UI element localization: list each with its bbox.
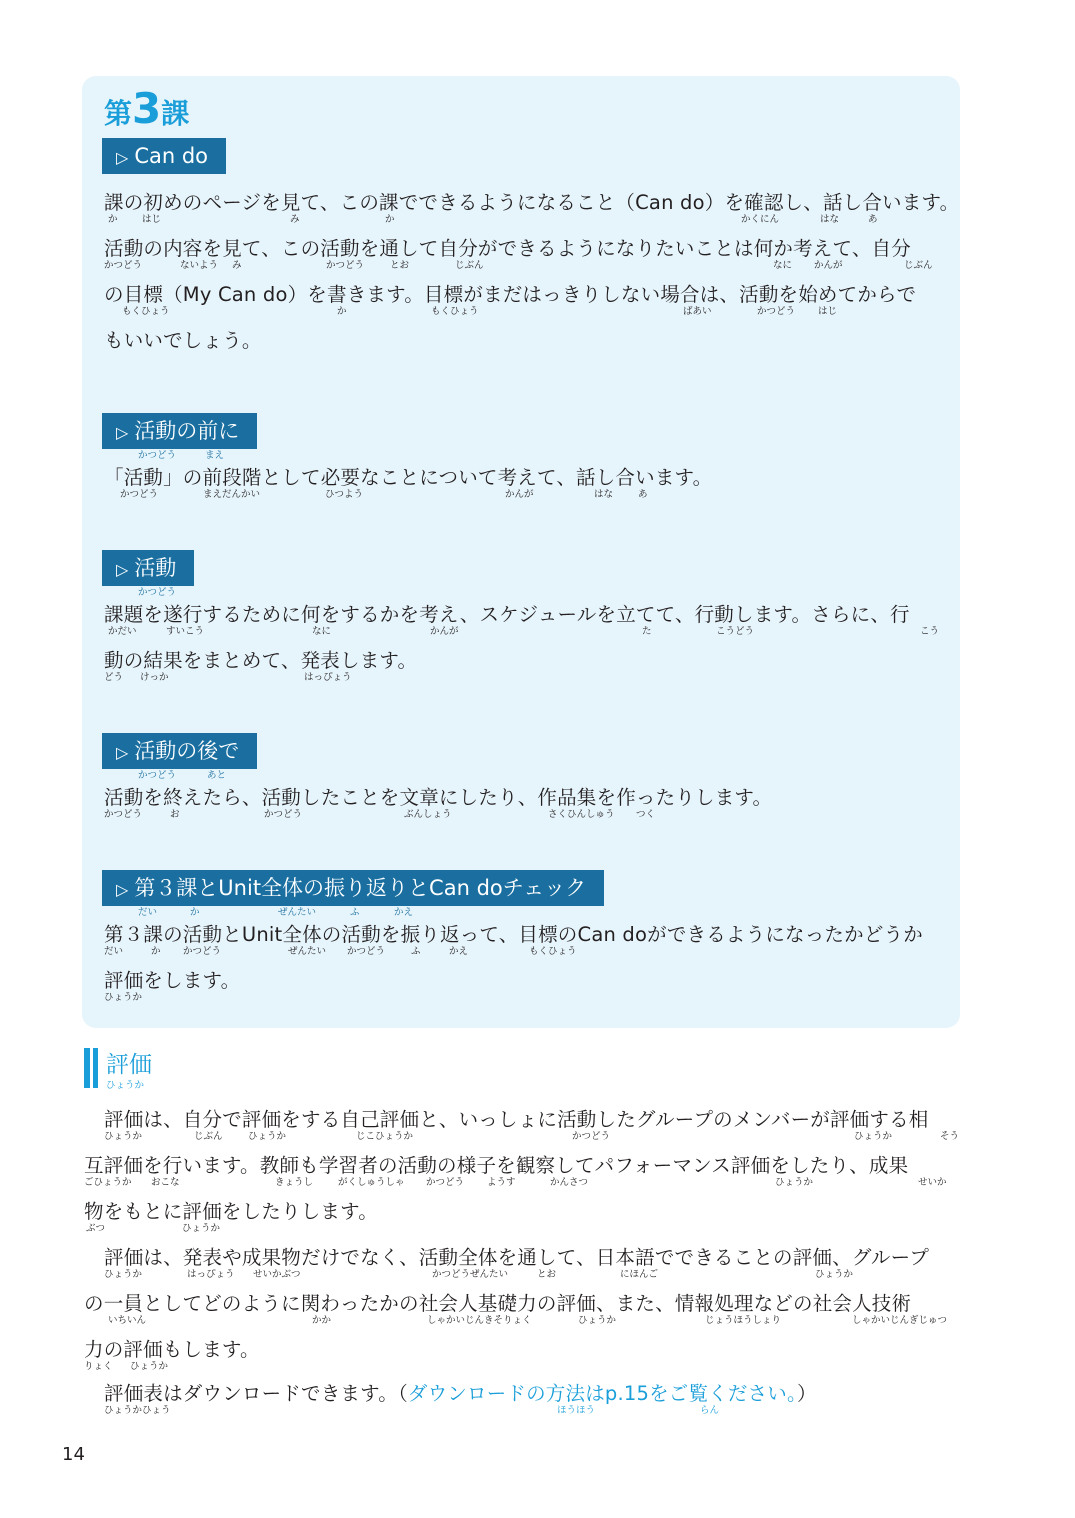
cando-line-3: の目標（My Can do）を書きます。目標がまだはっきりしない場合は、活動を始めてからで xyxy=(104,283,917,306)
furigana: ばあい xyxy=(683,306,712,317)
furigana: ようす xyxy=(487,1177,516,1188)
triangle-icon: ▷ xyxy=(116,423,129,442)
furigana: なに xyxy=(773,260,793,271)
furigana: もくひょう xyxy=(431,306,479,317)
furigana: りょく xyxy=(84,1361,113,1372)
section-tag-cando: ▷ Can do xyxy=(102,138,226,174)
furigana: かつどう xyxy=(347,946,386,957)
furigana: かんが xyxy=(814,260,843,271)
download-reference-link[interactable]: ダウンロードの方法はp.15をご覧ください。 xyxy=(407,1382,797,1405)
furigana: まえだんかい xyxy=(203,489,261,500)
furigana: かつどう xyxy=(757,306,796,317)
evaluation-line-2: 互評価を行います。教師も学習者の活動の様子を観察してパフォーマンス評価をしたり、成果 xyxy=(84,1154,909,1177)
evaluation-line-1: 評価は、自分で評価をする自己評価と、いっしょに活動したグループのメンバーが評価する相 xyxy=(104,1108,929,1131)
furigana: ぜんたい xyxy=(278,907,317,918)
furigana: すいこう xyxy=(166,626,205,637)
activity-line-2: 動の結果をまとめて、発表します。 xyxy=(104,649,418,672)
furigana: かえ xyxy=(394,907,414,918)
furigana: にほんご xyxy=(620,1269,659,1280)
triangle-icon: ▷ xyxy=(116,743,129,762)
furigana: ひょうか xyxy=(578,1315,617,1326)
furigana: かつどう xyxy=(138,770,177,781)
furigana: もくひょう xyxy=(122,306,170,317)
furigana: お xyxy=(170,809,180,820)
evaluation-line-7 xyxy=(104,1381,817,1407)
furigana: ぶつ xyxy=(86,1223,106,1234)
furigana: じぶん xyxy=(455,260,484,271)
furigana: ふ xyxy=(350,907,360,918)
furigana: ひょうか xyxy=(130,1361,169,1372)
furigana: ぶんしょう xyxy=(404,809,452,820)
evaluation-line-3: 物をもとに評価をしたりします。 xyxy=(84,1200,378,1223)
furigana: ないよう xyxy=(180,260,219,271)
furigana: とお xyxy=(537,1269,557,1280)
lesson-title: 第3課 xyxy=(104,84,190,133)
furigana: ひょうか xyxy=(182,1223,221,1234)
furigana: かつどう xyxy=(104,260,143,271)
furigana: かつどう xyxy=(183,946,222,957)
furigana: だい xyxy=(138,907,158,918)
page-number: 14 xyxy=(62,1444,85,1465)
furigana: あ xyxy=(638,489,648,500)
furigana: かんが xyxy=(505,489,534,500)
furigana: しゃかいじんきそりょく xyxy=(427,1315,532,1326)
section-tag-review: ▷ 第３課とUnit全体の振り返りとCan doチェック xyxy=(102,870,604,906)
furigana: じこひょうか xyxy=(356,1131,414,1142)
furigana: あ xyxy=(868,214,878,225)
before-line-1: 「活動」の前段階として必要なことについて考えて、話し合います。 xyxy=(104,466,713,489)
furigana: ほうほう xyxy=(557,1405,596,1416)
furigana: かつどう xyxy=(104,809,143,820)
furigana: ぜんたい xyxy=(288,946,327,957)
cando-line-1: 課の初めのページを見て、この課でできるようになること（Can do）を確認し、話し合います。 xyxy=(104,191,960,214)
furigana: かんさつ xyxy=(550,1177,589,1188)
cando-line-4: もいいでしょう。 xyxy=(104,329,262,352)
furigana: もくひょう xyxy=(529,946,577,957)
review-line-2: 評価をします。 xyxy=(104,969,241,992)
review-line-1: 第３課の活動とUnit全体の活動を振り返って、目標のCan doができるようになったかどうか xyxy=(104,923,923,946)
furigana: せいか xyxy=(918,1177,947,1188)
furigana: はっぴょう xyxy=(187,1269,235,1280)
furigana: ひょうか xyxy=(104,1269,143,1280)
furigana: み xyxy=(232,260,242,271)
furigana: まえ xyxy=(205,450,225,461)
furigana: だい xyxy=(104,946,124,957)
furigana: はじ xyxy=(818,306,838,317)
furigana: せいかぶつ xyxy=(253,1269,301,1280)
furigana: かか xyxy=(312,1315,332,1326)
furigana: じぶん xyxy=(194,1131,223,1142)
furigana: こう xyxy=(920,626,940,637)
furigana: かつどう xyxy=(138,450,177,461)
furigana: がくしゅうしゃ xyxy=(338,1177,405,1188)
furigana: こうどう xyxy=(716,626,755,637)
furigana: ひょうか xyxy=(248,1131,287,1142)
furigana: きょうし xyxy=(275,1177,314,1188)
furigana: かつどう xyxy=(120,489,159,500)
furigana: ひつよう xyxy=(325,489,364,500)
triangle-icon: ▷ xyxy=(116,148,129,167)
furigana: み xyxy=(290,214,300,225)
section-tag-after: ▷ 活動の後で xyxy=(102,733,257,769)
furigana: かだい xyxy=(108,626,137,637)
furigana: かつどうぜんたい xyxy=(432,1269,509,1280)
evaluation-heading: 評価 xyxy=(106,1052,152,1078)
furigana: さくひんしゅう xyxy=(548,809,615,820)
furigana: あと xyxy=(207,770,227,781)
furigana: そう xyxy=(940,1131,960,1142)
after-line-1: 活動を終えたら、活動したことを文章にしたり、作品集を作ったりします。 xyxy=(104,786,773,809)
furigana: はじ xyxy=(142,214,162,225)
triangle-icon: ▷ xyxy=(116,880,129,899)
evaluation-line-5: の一員としてどのように関わったかの社会人基礎力の評価、また、情報処理などの社会人技術 xyxy=(84,1292,912,1315)
furigana: か xyxy=(337,306,347,317)
section-tag-before: ▷ 活動の前に xyxy=(102,413,257,449)
furigana: ひょうか xyxy=(815,1269,854,1280)
furigana: らん xyxy=(700,1405,720,1416)
furigana: かくにん xyxy=(741,214,780,225)
furigana: はっぴょう xyxy=(304,672,352,683)
furigana: じぶん xyxy=(904,260,933,271)
furigana: ひょうか xyxy=(104,1131,143,1142)
furigana: かつどう xyxy=(326,260,365,271)
furigana: けっか xyxy=(140,672,169,683)
furigana: か xyxy=(190,907,200,918)
furigana: しゃかいじんぎじゅつ xyxy=(852,1315,948,1326)
furigana: かつどう xyxy=(138,587,177,598)
section-tag-activity: ▷ 活動 xyxy=(102,550,194,586)
furigana: とお xyxy=(390,260,410,271)
evaluation-line-6: 力の評価もします。 xyxy=(84,1338,260,1361)
furigana: か xyxy=(385,214,395,225)
furigana: どう xyxy=(104,672,124,683)
furigana: かつどう xyxy=(264,809,303,820)
furigana: はな xyxy=(820,214,840,225)
closing-paren: ） xyxy=(796,1382,817,1405)
furigana: ごひょうか xyxy=(84,1177,132,1188)
furigana: た xyxy=(642,626,652,637)
furigana: じょうほうしょり xyxy=(705,1315,782,1326)
heading-accent-bar xyxy=(84,1048,93,1088)
furigana: なに xyxy=(312,626,332,637)
download-text: 評価表はダウンロードできます。（ xyxy=(104,1382,408,1405)
furigana: ひょうか xyxy=(104,992,143,1003)
furigana: か xyxy=(108,214,118,225)
furigana: つく xyxy=(636,809,656,820)
furigana: ひょうかひょう xyxy=(104,1405,171,1416)
furigana: かんが xyxy=(430,626,459,637)
furigana: ひょうか xyxy=(854,1131,893,1142)
furigana: いちいん xyxy=(108,1315,147,1326)
evaluation-line-4: 評価は、発表や成果物だけでなく、活動全体を通して、日本語でできることの評価、グループ xyxy=(104,1246,930,1269)
furigana: ひょうか xyxy=(106,1080,145,1091)
activity-line-1: 課題を遂行するために何をするかを考え、スケジュールを立てて、行動します。さらに、行 xyxy=(104,603,910,626)
furigana: かつどう xyxy=(426,1177,465,1188)
cando-line-2: 活動の内容を見て、この活動を通して自分ができるようになりたいことは何か考えて、自分 xyxy=(104,237,911,260)
furigana: ふ xyxy=(411,946,421,957)
furigana: か xyxy=(151,946,161,957)
furigana: かえ xyxy=(449,946,469,957)
furigana: ひょうか xyxy=(775,1177,814,1188)
furigana: はな xyxy=(594,489,614,500)
furigana: おこな xyxy=(151,1177,180,1188)
triangle-icon: ▷ xyxy=(116,560,129,579)
furigana: かつどう xyxy=(572,1131,611,1142)
